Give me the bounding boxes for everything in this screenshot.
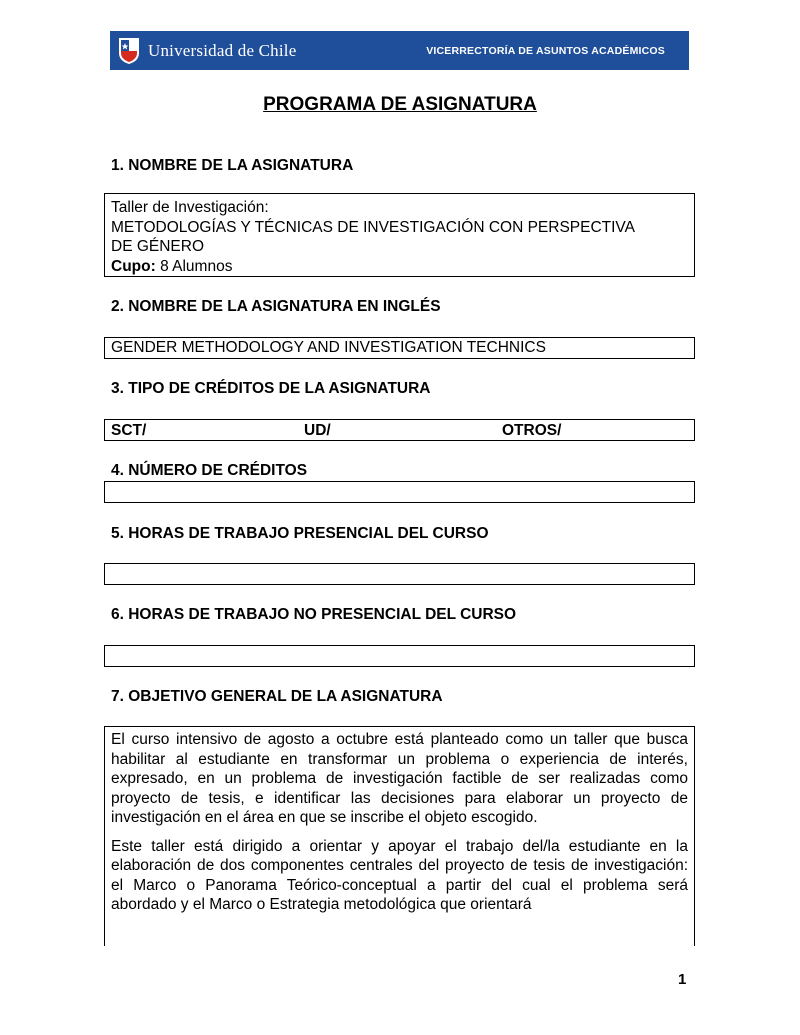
section-3-heading: 3. TIPO DE CRÉDITOS DE LA ASIGNATURA — [111, 380, 431, 397]
vicerrectoria-label: VICERRECTORÍA DE ASUNTOS ACADÉMICOS — [426, 44, 665, 57]
credit-sct: SCT/ — [111, 422, 147, 439]
course-name-line2: DE GÉNERO — [111, 238, 205, 255]
credit-otros: OTROS/ — [502, 422, 562, 439]
section-5-box — [104, 563, 695, 585]
section-5-heading: 5. HORAS DE TRABAJO PRESENCIAL DEL CURSO — [111, 525, 489, 542]
section-7-box — [104, 726, 695, 946]
section-3-box — [104, 419, 695, 441]
objective-paragraph-1: El curso intensivo de agosto a octubre está planteado como un taller que busca habilitar al estudiante en transformar un problema o experiencia de interés, expresado, en un problema de investigación factible de ser realizadas como proyecto de tesis, e identificar las decisiones para elaborar un proyecto de investigación en el área en que se inscribe el objeto escogido. — [111, 731, 688, 826]
university-name: Universidad de Chile — [148, 40, 297, 60]
section-2-box — [104, 337, 695, 359]
section-4-box — [104, 481, 695, 503]
section-1-heading: 1. NOMBRE DE LA ASIGNATURA — [111, 157, 354, 174]
english-course-name: GENDER METHODOLOGY AND INVESTIGATION TECHNICS — [111, 339, 546, 356]
cupo-row — [111, 257, 688, 277]
cupo-label: Cupo: — [111, 257, 156, 275]
university-shield-icon — [118, 37, 140, 65]
course-type: Taller de Investigación: — [111, 199, 269, 216]
objective-paragraph-2: Este taller está dirigido a orientar y apoyar el trabajo del/la estudiante en la elaboración de dos componentes centrales del proyecto de tesis de investigación: el Marco o Panorama Teórico-conceptual a partir del cual el problema será abordado y el Marco o Estrategia metodológica que orientará — [111, 837, 688, 913]
section-1-box — [104, 193, 695, 277]
section-7-heading: 7. OBJETIVO GENERAL DE LA ASIGNATURA — [111, 688, 443, 705]
section-4-heading: 4. NÚMERO DE CRÉDITOS — [111, 462, 308, 479]
credit-ud: UD/ — [304, 422, 331, 439]
header-banner — [110, 31, 689, 70]
university-brand — [118, 37, 296, 65]
course-name-line1: METODOLOGÍAS Y TÉCNICAS DE INVESTIGACIÓN CON PERSPECTIVA — [111, 218, 635, 236]
section-2-heading: 2. NOMBRE DE LA ASIGNATURA EN INGLÉS — [111, 298, 441, 315]
section-6-heading: 6. HORAS DE TRABAJO NO PRESENCIAL DEL CURSO — [111, 606, 517, 623]
credit-types-row — [105, 420, 694, 442]
cupo-value: 8 Alumnos — [155, 257, 233, 275]
page-title: PROGRAMA DE ASIGNATURA — [263, 94, 537, 115]
section-6-box — [104, 645, 695, 667]
page-number: 1 — [678, 971, 687, 988]
